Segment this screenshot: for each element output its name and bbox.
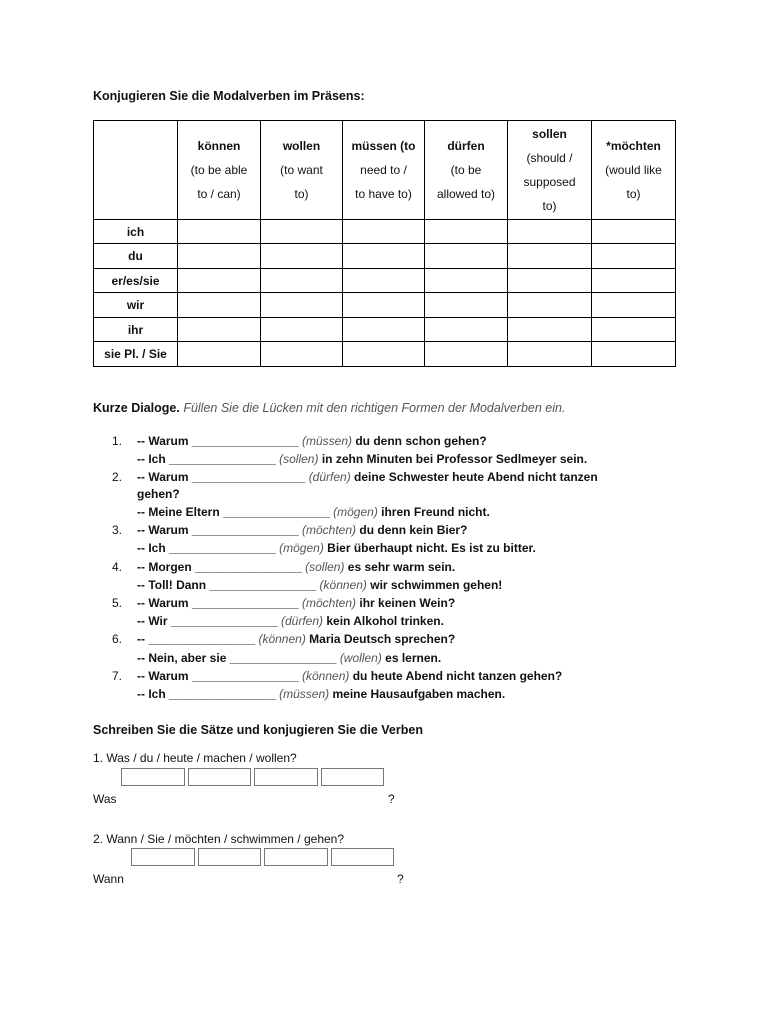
row-label-ihr: ihr <box>94 317 178 341</box>
table-cell[interactable] <box>178 293 261 317</box>
word-box-group <box>131 848 397 866</box>
dialog-line: -- Warum ________________ (können) du heute Abend nicht tanzen gehen? <box>137 669 563 683</box>
table-cell[interactable] <box>343 317 425 341</box>
sentence-prompt: 2. Wann / Sie / möchten / schwimmen / gehen? <box>93 832 345 846</box>
answer-end: ? <box>388 792 395 806</box>
table-corner <box>94 121 178 220</box>
table-cell[interactable] <box>261 342 343 367</box>
table-cell[interactable] <box>178 244 261 268</box>
table-cell[interactable] <box>343 293 425 317</box>
table-cell[interactable] <box>343 342 425 367</box>
table-cell[interactable] <box>592 317 676 341</box>
word-box-group <box>121 768 387 786</box>
table-cell[interactable] <box>425 268 508 292</box>
table-cell[interactable] <box>261 268 343 292</box>
table-cell[interactable] <box>592 268 676 292</box>
table-cell[interactable] <box>178 317 261 341</box>
table-cell[interactable] <box>508 220 592 244</box>
table-cell[interactable] <box>343 268 425 292</box>
table-cell[interactable] <box>261 244 343 268</box>
item-number: 2. <box>112 470 123 484</box>
word-box[interactable] <box>331 848 394 866</box>
word-box[interactable] <box>121 768 185 786</box>
table-cell[interactable] <box>261 293 343 317</box>
dialog-line: -- Nein, aber sie ________________ (wollen) es lernen. <box>137 651 442 665</box>
section3-title: Schreiben Sie die Sätze und konjugieren Sie die Verben <box>93 723 423 737</box>
table-cell[interactable] <box>425 293 508 317</box>
table-cell[interactable] <box>592 220 676 244</box>
word-box[interactable] <box>254 768 318 786</box>
row-label-er-es-sie: er/es/sie <box>94 268 178 292</box>
table-cell[interactable] <box>508 244 592 268</box>
col-header-duerfen: dürfen (to be allowed to) <box>425 121 508 220</box>
dialog-line: -- Toll! Dann ________________ (können) wir schwimmen gehen! <box>137 578 503 592</box>
sentence-prompt: 1. Was / du / heute / machen / wollen? <box>93 751 297 765</box>
word-box[interactable] <box>198 848 261 866</box>
item-number: 7. <box>112 669 123 683</box>
table-cell[interactable] <box>425 220 508 244</box>
dialog-line: -- Wir ________________ (dürfen) kein Alkohol trinken. <box>137 614 444 628</box>
col-header-wollen: wollen (to want to) <box>261 121 343 220</box>
col-header-moechten: *möchten (would like to) <box>592 121 676 220</box>
section2-title-italic: Füllen Sie die Lücken mit den richtigen Formen der Modalverben ein. <box>183 401 566 415</box>
dialog-line: -- Warum _________________ (dürfen) deine Schwester heute Abend nicht tanzen <box>137 470 598 484</box>
word-box[interactable] <box>321 768 384 786</box>
answer-start: Was <box>93 792 117 806</box>
table-cell[interactable] <box>425 342 508 367</box>
word-box[interactable] <box>131 848 195 866</box>
answer-end: ? <box>397 872 404 886</box>
table-cell[interactable] <box>425 317 508 341</box>
table-cell[interactable] <box>261 220 343 244</box>
table-cell[interactable] <box>592 342 676 367</box>
dialog-line: -- Morgen ________________ (sollen) es sehr warm sein. <box>137 560 456 574</box>
section2-title-bold: Kurze Dialoge. <box>93 401 180 415</box>
table-cell[interactable] <box>425 244 508 268</box>
item-number: 3. <box>112 523 123 537</box>
table-cell[interactable] <box>261 317 343 341</box>
table-cell[interactable] <box>508 342 592 367</box>
col-header-sollen: sollen (should / supposed to) <box>508 121 592 220</box>
col-header-muessen: müssen (to need to / to have to) <box>343 121 425 220</box>
row-label-ich: ich <box>94 220 178 244</box>
dialog-line: -- Warum ________________ (möchten) du denn kein Bier? <box>137 523 468 537</box>
table-cell[interactable] <box>592 244 676 268</box>
table-cell[interactable] <box>508 317 592 341</box>
dialog-line: -- Meine Eltern ________________ (mögen) ihren Freund nicht. <box>137 505 490 519</box>
row-label-du: du <box>94 244 178 268</box>
table-cell[interactable] <box>592 293 676 317</box>
table-cell[interactable] <box>178 268 261 292</box>
dialog-line: -- Ich ________________ (mögen) Bier überhaupt nicht. Es ist zu bitter. <box>137 541 536 555</box>
item-number: 1. <box>112 434 123 448</box>
section1-title: Konjugieren Sie die Modalverben im Präsens: <box>93 89 365 103</box>
table-cell[interactable] <box>343 244 425 268</box>
dialog-line: -- Warum ________________ (möchten) ihr keinen Wein? <box>137 596 456 610</box>
item-number: 5. <box>112 596 123 610</box>
dialog-line: -- Ich ________________ (sollen) in zehn Minuten bei Professor Sedlmeyer sein. <box>137 452 588 466</box>
table-cell[interactable] <box>508 293 592 317</box>
word-box[interactable] <box>264 848 328 866</box>
table-cell[interactable] <box>508 268 592 292</box>
dialog-line: -- ________________ (können) Maria Deutsch sprechen? <box>137 632 456 646</box>
row-label-sie-pl: sie Pl. / Sie <box>94 342 178 367</box>
word-box[interactable] <box>188 768 251 786</box>
section2-title <box>93 401 565 415</box>
dialog-line: -- Warum ________________ (müssen) du denn schon gehen? <box>137 434 487 448</box>
col-header-koennen: können (to be able to / can) <box>178 121 261 220</box>
dialog-line: -- Ich ________________ (müssen) meine Hausaufgaben machen. <box>137 687 506 701</box>
row-label-wir: wir <box>94 293 178 317</box>
item-number: 6. <box>112 632 123 646</box>
table-cell[interactable] <box>178 342 261 367</box>
table-cell[interactable] <box>343 220 425 244</box>
dialog-line: gehen? <box>137 487 180 501</box>
table-cell[interactable] <box>178 220 261 244</box>
item-number: 4. <box>112 560 123 574</box>
conjugation-table <box>93 120 676 367</box>
answer-start: Wann <box>93 872 124 886</box>
